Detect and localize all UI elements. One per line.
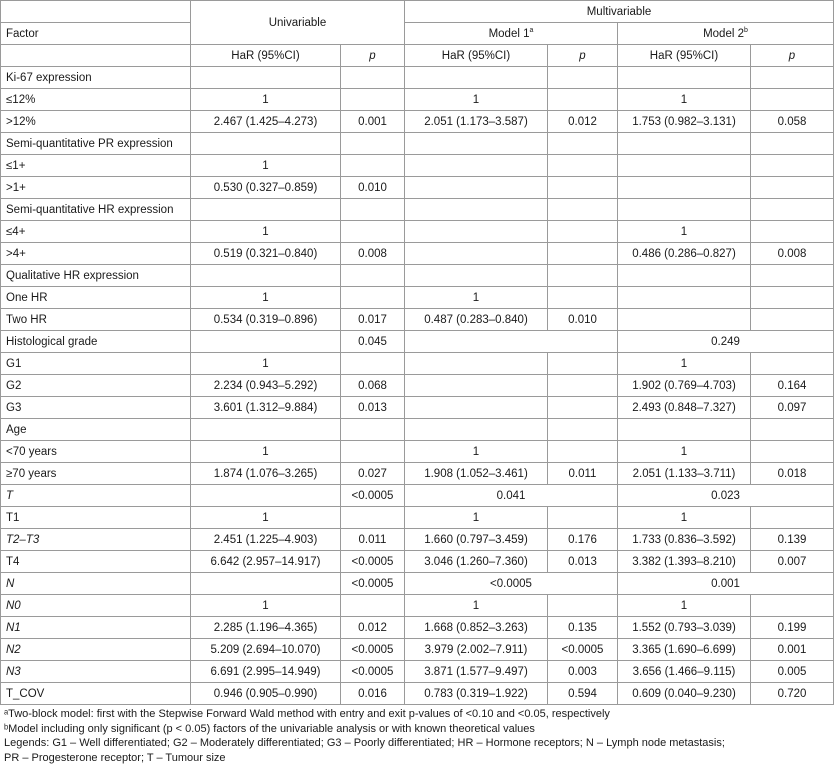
har-cell (618, 177, 751, 199)
p-value-cell (751, 595, 834, 617)
har-cell (405, 67, 548, 89)
p-value-cell (751, 177, 834, 199)
har-cell: 3.979 (2.002–7.911) (405, 639, 548, 661)
har-cell (405, 265, 548, 287)
har-cell (191, 133, 341, 155)
har-cell: 0.609 (0.040–9.230) (618, 683, 751, 705)
p-value-cell (751, 441, 834, 463)
table-notes (0, 705, 834, 765)
har-cell: 1.908 (1.052–3.461) (405, 463, 548, 485)
p-value-cell: <0.0005 (548, 639, 618, 661)
table-row (1, 595, 834, 617)
p-value-cell (548, 375, 618, 397)
p-value-cell: 0.011 (341, 529, 405, 551)
har-cell (405, 419, 548, 441)
overall-p-univariable: <0.0005 (341, 573, 405, 595)
har-cell: 1.660 (0.797–3.459) (405, 529, 548, 551)
har-cell: 1 (191, 221, 341, 243)
table-row (1, 133, 834, 155)
factor-cell: G2 (1, 375, 191, 397)
table-row (1, 463, 834, 485)
empty-cell (191, 331, 341, 353)
factor-cell: T1 (1, 507, 191, 529)
har-cell: 3.601 (1.312–9.884) (191, 397, 341, 419)
table-row (1, 419, 834, 441)
overall-p-univariable: 0.045 (341, 331, 405, 353)
table-row (1, 507, 834, 529)
har-cell: 1 (405, 507, 548, 529)
p-value-cell (341, 155, 405, 177)
p-value-cell (751, 89, 834, 111)
har-cell (191, 67, 341, 89)
har-cell: 1.552 (0.793–3.039) (618, 617, 751, 639)
header-univariable: Univariable (191, 1, 405, 45)
p-value-cell (751, 155, 834, 177)
p-value-cell: 0.001 (341, 111, 405, 133)
header-m1-har: HaR (95%CI) (405, 45, 548, 67)
table-row (1, 397, 834, 419)
note-model2: ᵇModel including only significant (p < 0.05) factors of the univariable analysis or with known theoretical values (4, 722, 535, 735)
p-value-cell (341, 67, 405, 89)
har-cell (405, 375, 548, 397)
header-factor-top (1, 1, 191, 23)
p-value-cell: 0.176 (548, 529, 618, 551)
p-value-cell (341, 353, 405, 375)
factor-cell: T (1, 485, 191, 507)
har-cell: 1 (191, 89, 341, 111)
factor-cell: G3 (1, 397, 191, 419)
p-value-cell (341, 265, 405, 287)
overall-p-model2: 0.001 (618, 573, 834, 595)
p-value-cell (341, 221, 405, 243)
factor-cell: Semi-quantitative PR expression (1, 133, 191, 155)
har-cell: 0.783 (0.319–1.922) (405, 683, 548, 705)
p-value-cell: 0.097 (751, 397, 834, 419)
factor-cell: Ki-67 expression (1, 67, 191, 89)
header-row-1 (1, 1, 834, 23)
p-value-cell: 0.012 (548, 111, 618, 133)
har-cell: 0.530 (0.327–0.859) (191, 177, 341, 199)
p-value-cell (548, 595, 618, 617)
factor-cell: T2–T3 (1, 529, 191, 551)
har-cell: 1 (618, 89, 751, 111)
factor-cell: Two HR (1, 309, 191, 331)
har-cell: 1 (191, 155, 341, 177)
table-row (1, 243, 834, 265)
header-m1-p: p (548, 45, 618, 67)
p-value-cell: 0.058 (751, 111, 834, 133)
p-value-cell: 0.005 (751, 661, 834, 683)
overall-p-model1: 0.041 (405, 485, 618, 507)
p-value-cell (751, 309, 834, 331)
overall-p-model2: 0.023 (618, 485, 834, 507)
header-m2-har: HaR (95%CI) (618, 45, 751, 67)
har-cell: 2.451 (1.225–4.903) (191, 529, 341, 551)
overall-p-model1: <0.0005 (405, 573, 618, 595)
har-cell: 0.486 (0.286–0.827) (618, 243, 751, 265)
har-cell: 1 (405, 89, 548, 111)
factor-cell: ≥70 years (1, 463, 191, 485)
har-cell: 1 (191, 441, 341, 463)
har-cell (191, 265, 341, 287)
p-value-cell (548, 419, 618, 441)
table-row (1, 67, 834, 89)
table-row (1, 177, 834, 199)
p-value-cell (751, 221, 834, 243)
p-value-cell: 0.164 (751, 375, 834, 397)
table-row (1, 661, 834, 683)
p-value-cell (341, 133, 405, 155)
p-value-cell (751, 199, 834, 221)
p-value-cell (548, 177, 618, 199)
p-value-cell: <0.0005 (341, 661, 405, 683)
factor-cell: >12% (1, 111, 191, 133)
har-cell: 2.493 (0.848–7.327) (618, 397, 751, 419)
p-value-cell: 0.011 (548, 463, 618, 485)
p-value-cell (751, 67, 834, 89)
p-value-cell (548, 353, 618, 375)
p-value-cell (548, 199, 618, 221)
p-value-cell: 0.594 (548, 683, 618, 705)
p-value-cell (548, 221, 618, 243)
har-cell (618, 287, 751, 309)
har-cell: 1 (405, 287, 548, 309)
p-value-cell: <0.0005 (341, 639, 405, 661)
har-cell: 1 (405, 595, 548, 617)
har-cell: 6.691 (2.995–14.949) (191, 661, 341, 683)
table-row (1, 441, 834, 463)
p-value-cell (341, 419, 405, 441)
table-row (1, 375, 834, 397)
p-value-cell: 0.139 (751, 529, 834, 551)
p-value-cell (341, 441, 405, 463)
p-value-cell: 0.018 (751, 463, 834, 485)
factor-cell: >1+ (1, 177, 191, 199)
har-cell: 1 (191, 595, 341, 617)
p-value-cell: 0.010 (341, 177, 405, 199)
factor-cell: One HR (1, 287, 191, 309)
header-model2: Model 2$^b$ (618, 23, 834, 45)
p-value-cell: 0.012 (341, 617, 405, 639)
factor-cell: N0 (1, 595, 191, 617)
har-cell (405, 177, 548, 199)
p-value-cell (548, 287, 618, 309)
p-value-cell (548, 397, 618, 419)
table-row (1, 89, 834, 111)
header-multivariable: Multivariable (405, 1, 834, 23)
p-value-cell (751, 419, 834, 441)
har-cell: 1 (618, 221, 751, 243)
har-cell: 1 (618, 595, 751, 617)
har-cell (618, 67, 751, 89)
p-value-cell: 0.135 (548, 617, 618, 639)
factor-cell: G1 (1, 353, 191, 375)
har-cell (405, 133, 548, 155)
note-model1: ᵃTwo-block model: first with the Stepwise Forward Wald method with entry and exit p-values of <0.10 and <0.05, respectively (4, 708, 610, 720)
har-cell: 1 (618, 441, 751, 463)
factor-cell: T4 (1, 551, 191, 573)
har-cell: 0.487 (0.283–0.840) (405, 309, 548, 331)
p-value-cell (341, 287, 405, 309)
p-value-cell (751, 265, 834, 287)
p-value-cell (548, 67, 618, 89)
har-cell: 1.753 (0.982–3.131) (618, 111, 751, 133)
har-cell: 1.733 (0.836–3.592) (618, 529, 751, 551)
har-cell (618, 155, 751, 177)
table-row (1, 573, 834, 595)
p-value-cell (341, 595, 405, 617)
har-cell: 6.642 (2.957–14.917) (191, 551, 341, 573)
factor-cell: ≤1+ (1, 155, 191, 177)
p-value-cell: 0.199 (751, 617, 834, 639)
har-cell: 2.234 (0.943–5.292) (191, 375, 341, 397)
har-cell: 1 (191, 287, 341, 309)
table-row (1, 111, 834, 133)
factor-cell: ≤4+ (1, 221, 191, 243)
p-value-cell: 0.027 (341, 463, 405, 485)
p-value-cell (751, 507, 834, 529)
har-cell: 1 (191, 507, 341, 529)
har-cell: 1.668 (0.852–3.263) (405, 617, 548, 639)
p-value-cell: 0.008 (341, 243, 405, 265)
p-value-cell: 0.017 (341, 309, 405, 331)
table-row (1, 199, 834, 221)
table-row (1, 617, 834, 639)
har-cell: 1.902 (0.769–4.703) (618, 375, 751, 397)
overall-p-model2: 0.249 (618, 331, 834, 353)
factor-cell: N (1, 573, 191, 595)
har-cell (405, 199, 548, 221)
factor-cell: Histological grade (1, 331, 191, 353)
factor-cell: T_COV (1, 683, 191, 705)
har-cell (405, 397, 548, 419)
header-row-3 (1, 45, 834, 67)
header-factor-bottom (1, 45, 191, 67)
p-value-cell (548, 243, 618, 265)
har-cell (618, 133, 751, 155)
factor-cell: N1 (1, 617, 191, 639)
header-model1: Model 1$^a$ (405, 23, 618, 45)
p-value-cell: 0.007 (751, 551, 834, 573)
p-value-cell: 0.720 (751, 683, 834, 705)
p-value-cell: 0.013 (341, 397, 405, 419)
har-cell: 2.285 (1.196–4.365) (191, 617, 341, 639)
har-cell: 2.051 (1.133–3.711) (618, 463, 751, 485)
har-cell: 0.946 (0.905–0.990) (191, 683, 341, 705)
header-uni-p: p (341, 45, 405, 67)
har-cell (405, 243, 548, 265)
har-cell: 1 (191, 353, 341, 375)
table-row (1, 683, 834, 705)
p-value-cell: 0.001 (751, 639, 834, 661)
empty-cell (191, 573, 341, 595)
har-cell: 1 (618, 353, 751, 375)
header-m2-p: p (751, 45, 834, 67)
har-cell (618, 265, 751, 287)
p-value-cell: 0.016 (341, 683, 405, 705)
table-row (1, 331, 834, 353)
p-value-cell (341, 89, 405, 111)
note-legend-2: PR – Progesterone receptor; T – Tumour size (4, 751, 226, 764)
factor-cell: ≤12% (1, 89, 191, 111)
har-cell: 1 (618, 507, 751, 529)
har-cell: 3.382 (1.393–8.210) (618, 551, 751, 573)
har-cell: 1.874 (1.076–3.265) (191, 463, 341, 485)
table-row (1, 485, 834, 507)
har-cell: 0.519 (0.321–0.840) (191, 243, 341, 265)
har-cell (618, 199, 751, 221)
har-cell: 3.365 (1.690–6.699) (618, 639, 751, 661)
p-value-cell (548, 89, 618, 111)
header-factor: Factor (1, 23, 191, 45)
table-row (1, 551, 834, 573)
har-cell: 1 (405, 441, 548, 463)
p-value-cell: 0.010 (548, 309, 618, 331)
har-cell (405, 155, 548, 177)
factor-cell: >4+ (1, 243, 191, 265)
har-cell (618, 419, 751, 441)
har-cell (618, 309, 751, 331)
p-value-cell (751, 287, 834, 309)
har-cell: 2.051 (1.173–3.587) (405, 111, 548, 133)
factor-cell: N3 (1, 661, 191, 683)
empty-cell (191, 485, 341, 507)
header-row-2 (1, 23, 834, 45)
p-value-cell (548, 265, 618, 287)
p-value-cell (341, 507, 405, 529)
factor-cell: N2 (1, 639, 191, 661)
factor-cell: Semi-quantitative HR expression (1, 199, 191, 221)
p-value-cell: 0.003 (548, 661, 618, 683)
table-row (1, 287, 834, 309)
header-uni-har: HaR (95%CI) (191, 45, 341, 67)
p-value-cell: <0.0005 (341, 551, 405, 573)
note-legend-1: Legends: G1 – Well differentiated; G2 – Moderately differentiated; G3 – Poorly differentiated; HR – Hormone receptors; N – Lymph node metastasis; (4, 737, 725, 749)
p-value-cell: 0.013 (548, 551, 618, 573)
p-value-cell (341, 199, 405, 221)
p-value-cell (548, 507, 618, 529)
factor-cell: Age (1, 419, 191, 441)
p-value-cell: 0.008 (751, 243, 834, 265)
har-cell (405, 353, 548, 375)
har-cell: 3.871 (1.577–9.497) (405, 661, 548, 683)
table-row (1, 529, 834, 551)
table-row (1, 309, 834, 331)
p-value-cell (548, 133, 618, 155)
factor-cell: Qualitative HR expression (1, 265, 191, 287)
har-cell (405, 221, 548, 243)
table-row (1, 265, 834, 287)
table-row (1, 639, 834, 661)
overall-p-model1 (405, 331, 618, 353)
p-value-cell (548, 155, 618, 177)
table-row (1, 221, 834, 243)
overall-p-univariable: <0.0005 (341, 485, 405, 507)
p-value-cell (751, 353, 834, 375)
har-cell: 2.467 (1.425–4.273) (191, 111, 341, 133)
table-row (1, 353, 834, 375)
p-value-cell: 0.068 (341, 375, 405, 397)
factor-cell: <70 years (1, 441, 191, 463)
har-cell: 3.046 (1.260–7.360) (405, 551, 548, 573)
har-cell (191, 199, 341, 221)
har-cell: 3.656 (1.466–9.115) (618, 661, 751, 683)
p-value-cell (751, 133, 834, 155)
har-cell: 5.209 (2.694–10.070) (191, 639, 341, 661)
table-row (1, 155, 834, 177)
har-cell: 0.534 (0.319–0.896) (191, 309, 341, 331)
p-value-cell (548, 441, 618, 463)
har-cell (191, 419, 341, 441)
